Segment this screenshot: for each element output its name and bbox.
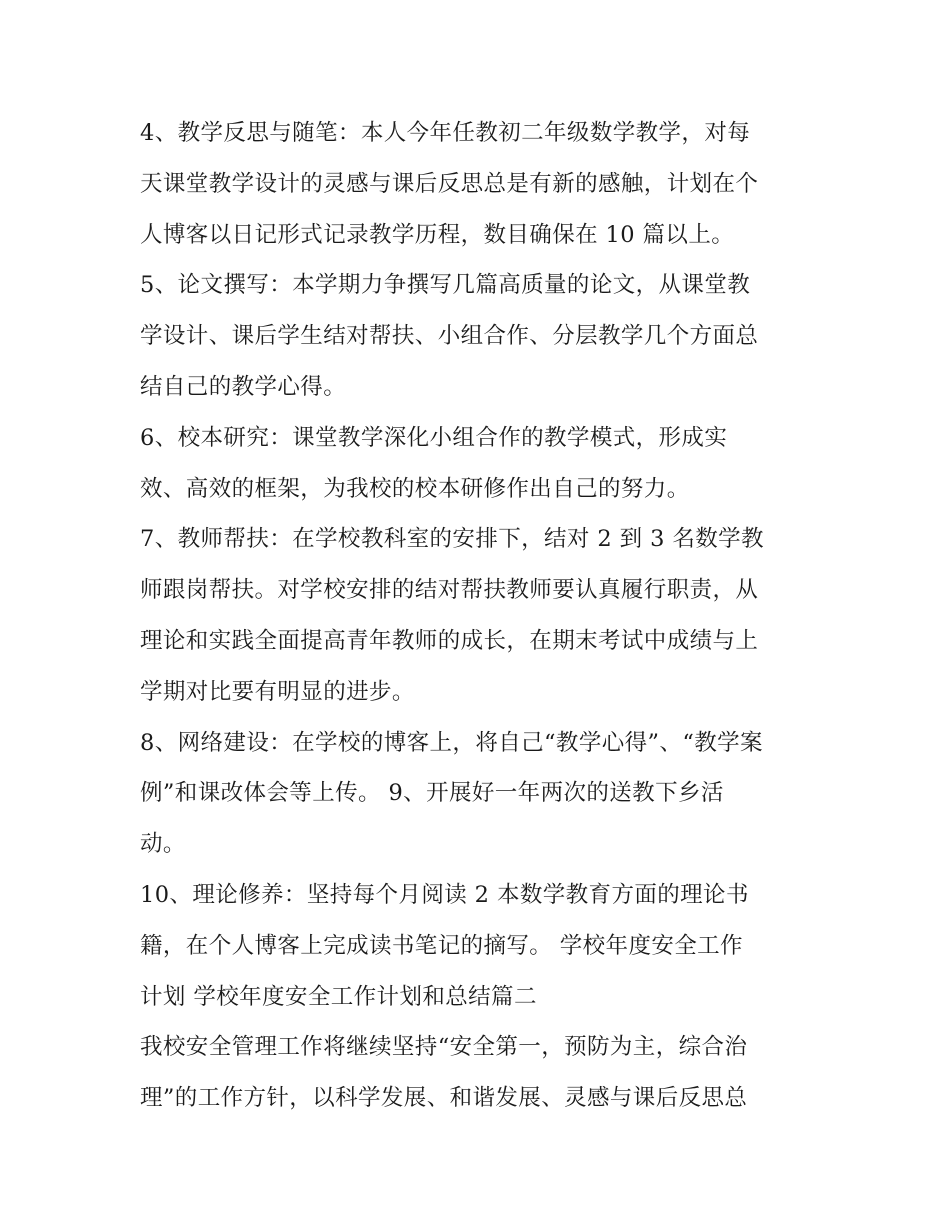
text-line-15: 动。 bbox=[140, 831, 186, 858]
text-line-4: 5、论文撰写：本学期力争撰写几篇高质量的论文，从课堂教 bbox=[140, 272, 751, 299]
text-line-17: 籍，在个人博客上完成读书笔记的摘写。 学校年度安全工作 bbox=[140, 932, 743, 959]
text-line-6: 结自己的教学心得。 bbox=[140, 373, 347, 400]
text-line-2: 天课堂教学设计的灵感与课后反思总是有新的感触，计划在个 bbox=[140, 170, 759, 197]
text-line-12: 学期对比要有明显的进步。 bbox=[140, 678, 415, 705]
text-line-14: 例”和课改体会等上传。 9、开展好一年两次的送教下乡活 bbox=[140, 780, 724, 807]
text-line-13: 8、网络建设：在学校的博客上，将自己“教学心得”、“教学案 bbox=[140, 729, 763, 756]
text-line-3: 人博客以日记形式记录教学历程，数目确保在 10 篇以上。 bbox=[140, 221, 735, 248]
text-line-9: 7、教师帮扶：在学校教科室的安排下，结对 2 到 3 名数学教 bbox=[140, 526, 764, 553]
text-line-7: 6、校本研究：课堂教学深化小组合作的教学模式，形成实 bbox=[140, 424, 728, 451]
text-line-8: 效、高效的框架，为我校的校本研修作出自己的努力。 bbox=[140, 475, 690, 502]
body-text bbox=[140, 108, 830, 1124]
text-line-1: 4、教学反思与随笔：本人今年任教初二年级数学教学，对每 bbox=[140, 120, 751, 146]
text-line-5: 学设计、课后学生结对帮扶、小组合作、分层教学几个方面总 bbox=[140, 323, 759, 350]
text-line-19: 我校安全管理工作将继续坚持“安全第一，预防为主，综合治 bbox=[140, 1034, 748, 1061]
text-line-16: 10、理论修养：坚持每个月阅读 2 本数学教育方面的理论书 bbox=[140, 881, 749, 908]
text-line-11: 理论和实践全面提高青年教师的成长，在期末考试中成绩与上 bbox=[140, 627, 759, 654]
text-line-20: 理”的工作方针，以科学发展、和谐发展、灵感与课后反思总 bbox=[140, 1085, 748, 1112]
text-line-18: 计划 学校年度安全工作计划和总结篇二 bbox=[140, 983, 537, 1010]
text-line-10: 师跟岗帮扶。对学校安排的结对帮扶教师要认真履行职责，从 bbox=[140, 577, 759, 604]
